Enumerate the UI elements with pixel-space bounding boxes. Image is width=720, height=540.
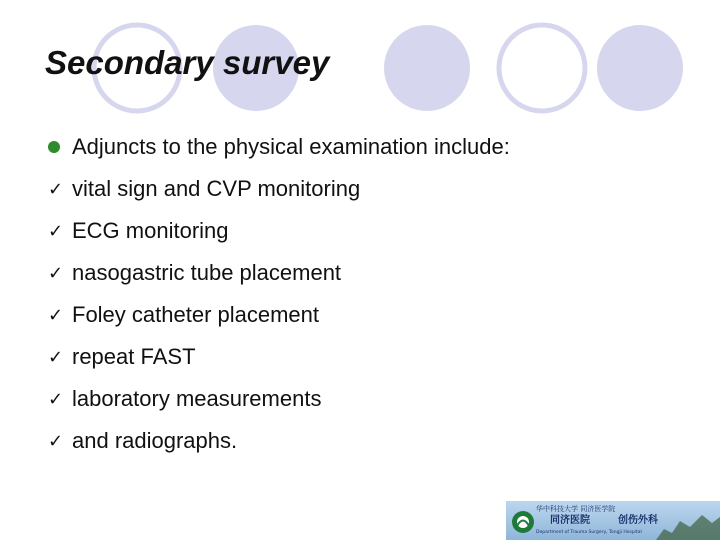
deco-circle-outline — [384, 25, 470, 111]
list-item-text: laboratory measurements — [72, 386, 322, 411]
list-item-text: Foley catheter placement — [72, 302, 320, 327]
checkmark-icon: ✓ — [48, 220, 64, 242]
list-item-text: repeat FAST — [72, 344, 196, 369]
checkmark-icon: ✓ — [48, 430, 64, 452]
deco-circle-filled — [597, 25, 683, 111]
list-item — [46, 420, 686, 462]
logo-line-2-left: 同济医院 — [550, 515, 590, 526]
logo-line-1: 华中科技大学 同济医学院 — [536, 505, 616, 513]
slide-title: Secondary survey — [45, 44, 330, 81]
checkmark-icon: ✓ — [48, 178, 64, 200]
list-item-text: Adjuncts to the physical examination include: — [72, 134, 510, 159]
list-item-text: ECG monitoring — [72, 218, 229, 243]
round-bullet-icon — [48, 141, 60, 153]
list-item — [46, 378, 686, 420]
list-item — [46, 252, 686, 294]
checkmark-icon: ✓ — [48, 304, 64, 326]
list-item — [46, 210, 686, 252]
hospital-logo-banner — [506, 501, 720, 540]
checkmark-icon: ✓ — [48, 262, 64, 284]
list-item-lead — [46, 126, 686, 168]
checkmark-icon: ✓ — [48, 346, 64, 368]
list-item-text: nasogastric tube placement — [72, 260, 342, 285]
logo-line-3: Department of Trauma Surgery, Tongji Hospital — [536, 530, 642, 535]
deco-circle-outline — [499, 25, 585, 111]
logo-line-2-right: 创伤外科 — [618, 515, 658, 526]
bullet-list — [46, 126, 686, 462]
checkmark-icon: ✓ — [48, 388, 64, 410]
list-item-text: and radiographs. — [72, 428, 238, 453]
list-item — [46, 336, 686, 378]
list-item-text: vital sign and CVP monitoring — [72, 176, 361, 201]
list-item — [46, 294, 686, 336]
list-item — [46, 168, 686, 210]
